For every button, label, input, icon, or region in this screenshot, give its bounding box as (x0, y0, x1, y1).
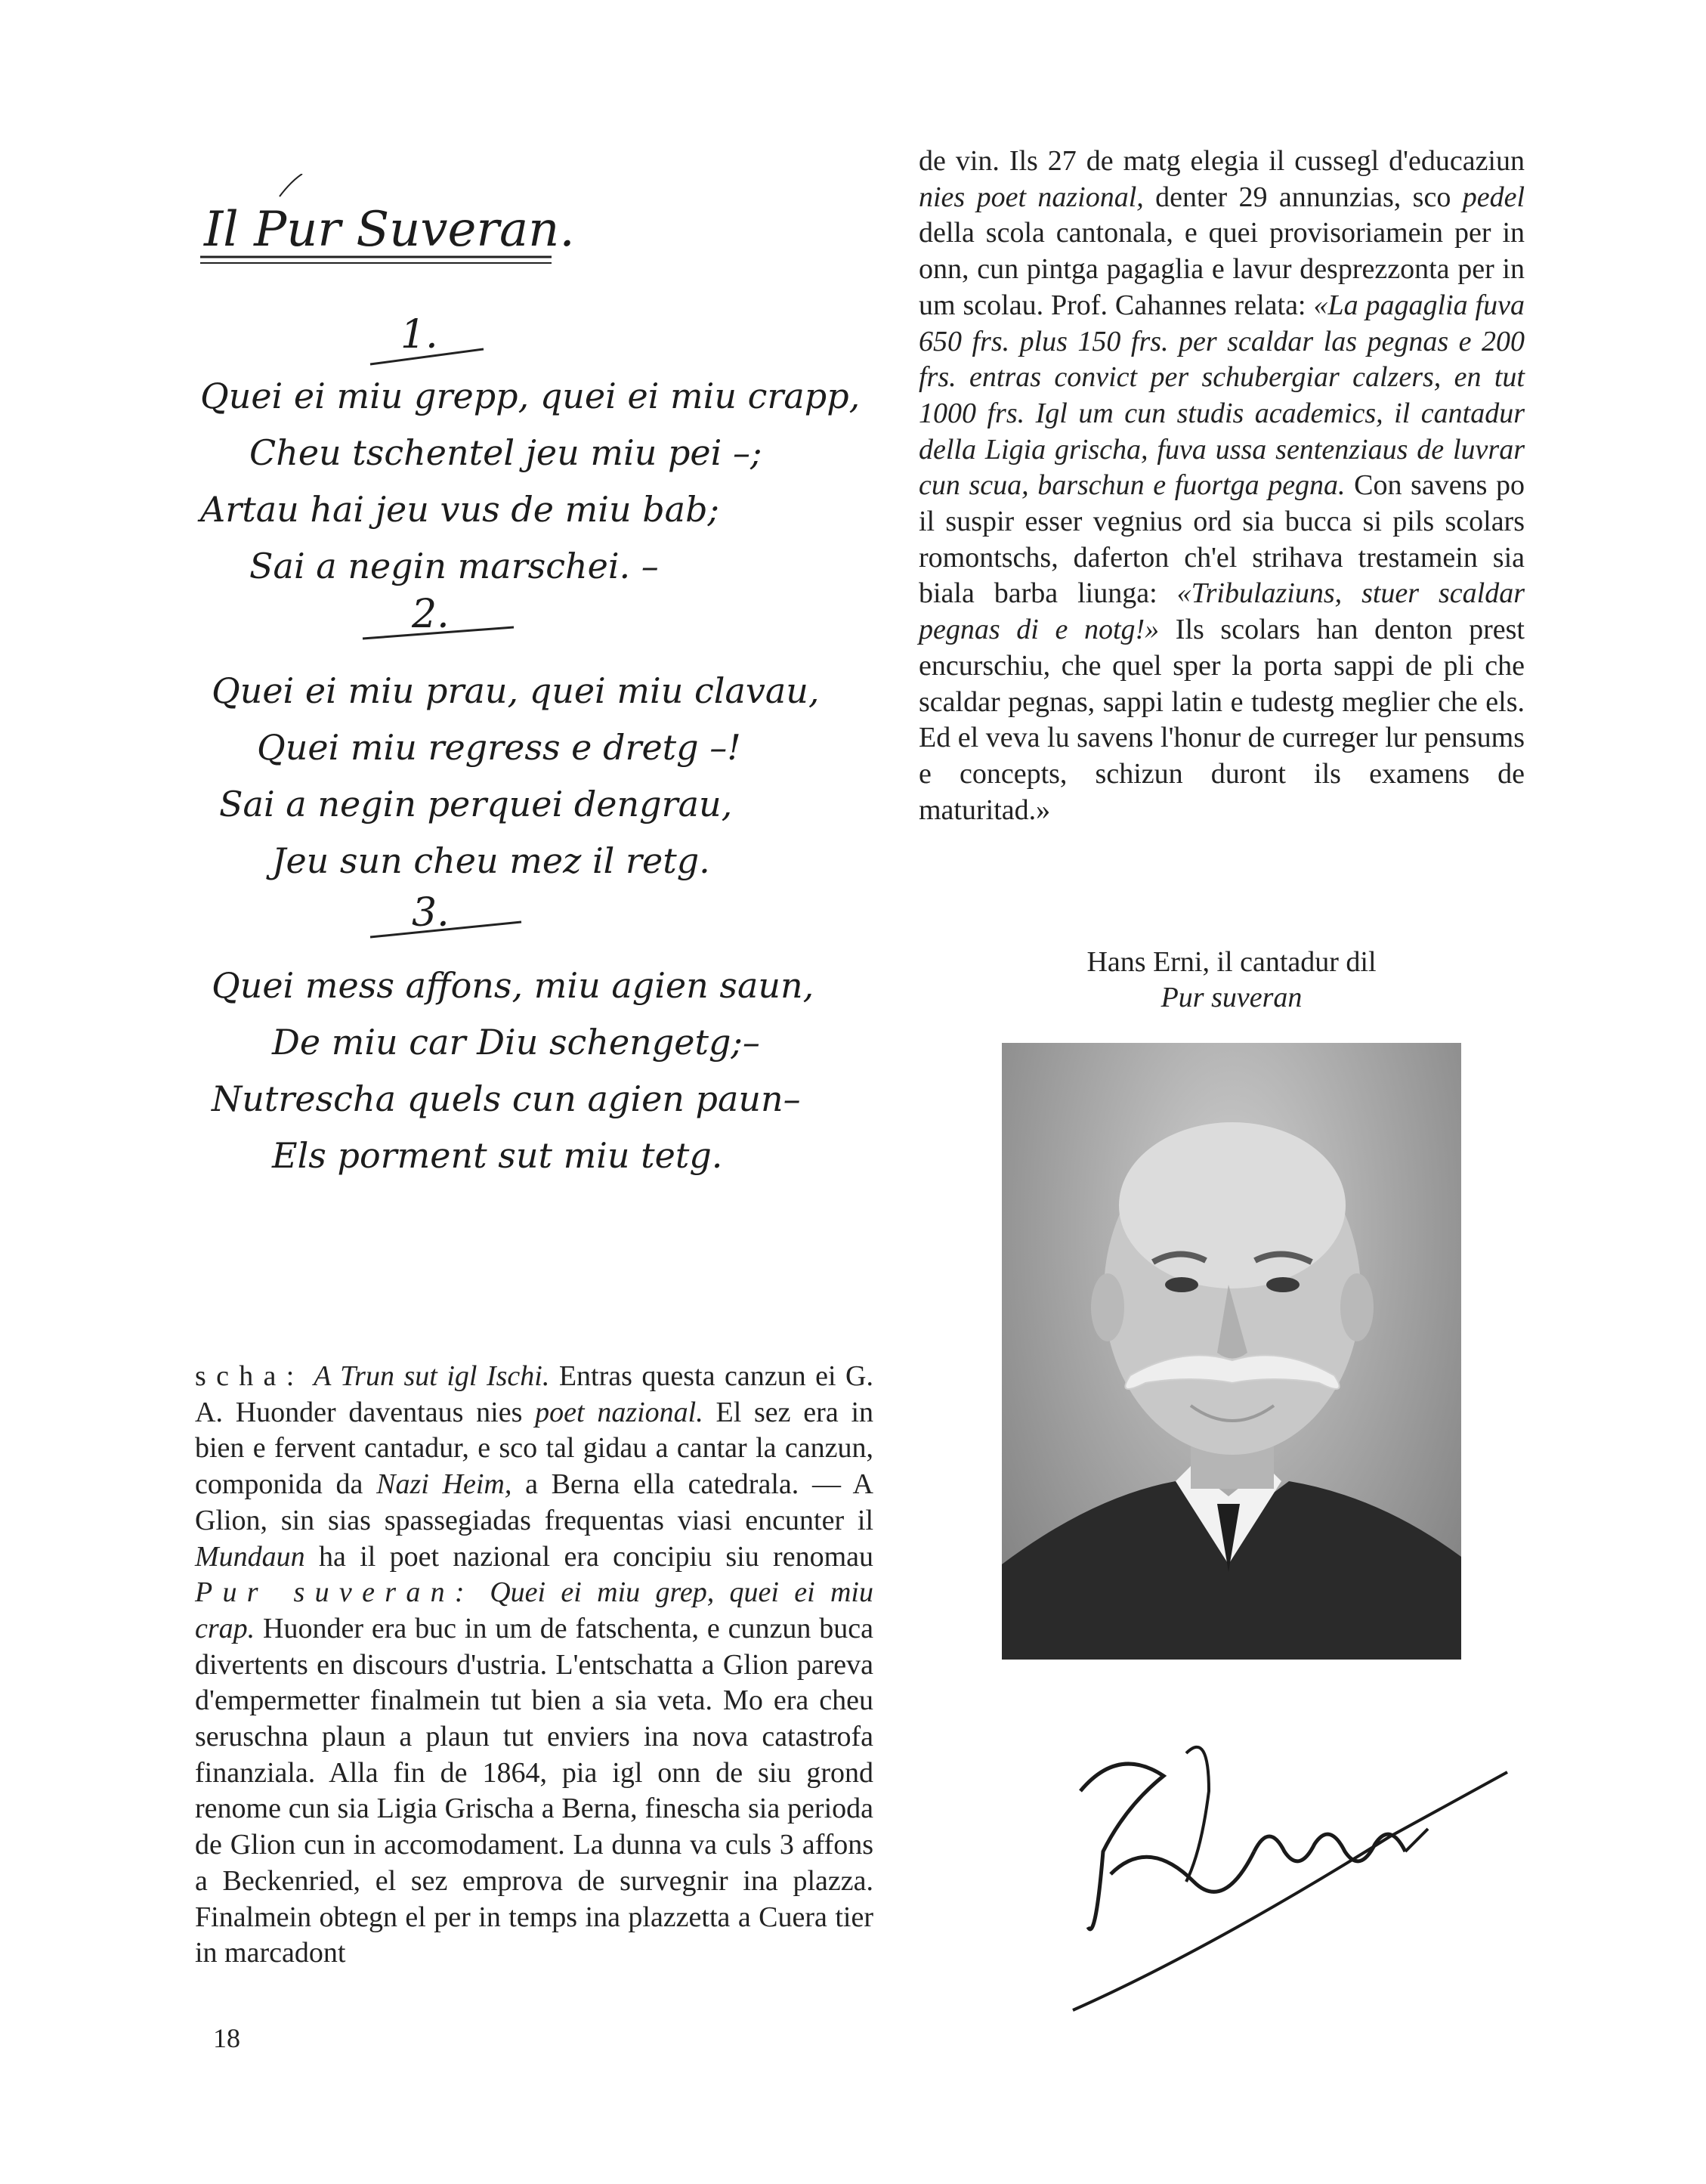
stanza-2-line-4: Jeu sun cheu mez il retg. (272, 840, 710, 881)
handwritten-manuscript (196, 174, 922, 1247)
stanza-number-2: 2. (412, 592, 450, 637)
stanza-1-line-2: Cheu tschentel jeu miu pei –; (249, 432, 762, 473)
stanza-2-line-1: Quei ei miu prau, quei miu clavau, (212, 670, 820, 711)
photo-caption (1005, 945, 1458, 1016)
left-column-text (195, 1359, 873, 1972)
manuscript-drawing (196, 174, 922, 1247)
manuscript-title: Il Pur Suveran. (204, 202, 575, 258)
signature-drawing (1058, 1700, 1511, 2018)
portrait-drawing (1002, 1043, 1461, 1660)
stanza-1-line-4: Sai a negin marschei. – (249, 546, 659, 586)
right-column-paragraph: de vin. Ils 27 de matg elegia il cussegl d'educaziun nies poet nazional, denter 29 annunzias, sco pedel della scola cantonala, e quei provisoriamein per in onn, cun pintga pagaglia e lavur desprezzonta per in um scolau. Prof. Cahannes relata: «La pagaglia fuva 650 frs. plus 150 frs. per scaldar las pegnas e 200 frs. entras convict per schubergiar calzers, en tut 1000 frs. Igl um cun studis academics, il cantadur della Ligia grischa, fuva ussa sentenziaus de luvrar cun scua, barschun e fuortga pegna. Con savens po il suspir esser vegnius ord sia bucca si pils scolars romontschs, daferton ch'el strihava trestamein sia biala barba liunga: «Tribulaziuns, stuer scaldar pegnas di e notg!» Ils scolars han denton prest encurschiu, che quel sper la porta sappi de pli che scaldar pegnas, sappi latin e tudestg meglier che els. Ed el veva lu savens l'honur de curreger lur pensums e concepts, schizun duront ils examens de maturitad.» (919, 145, 1525, 826)
stanza-2-line-3: Sai a negin perquei dengrau, (219, 784, 733, 824)
stanza-number-1: 1. (400, 312, 438, 357)
stanza-1-line-1: Quei ei miu grepp, quei ei miu crapp, (200, 376, 861, 416)
right-column-text (919, 144, 1525, 828)
left-column-paragraph: scha: A Trun sut igl Ischi. Entras questa canzun ei G. A. Huonder daventaus nies poet nazional. El sez era in bien e fervent cantadur, e sco tal gidau a cantar la canzun, componida da Nazi Heim, a Berna ella catedrala. — A Glion, sin sias spassegiadas frequentas viasi encunter il Mundaun ha il poet nazional era concipiu siu renomau Pur suveran: Quei ei miu grep, quei ei miu crap. Huonder era buc in um de fatschenta, e cunzun buca divertents en discours d'ustria. L'entschatta a Glion pareva d'empermetter finalmein tut bien a sia veta. Mo era cheu seruschna plaun a plaun tut enviers ina nova catastrofa finanziala. Alla fin de 1864, pia igl onn de siu grond renome cun sia Ligia Grischa a Berna, finescha sia perioda de Glion cun in accomodament. La dunna va culs 3 affons a Beckenried, el sez emprova de survegnir ina plazza. Finalmein obtegn el per in temps ina plazzetta a Cuera tier in marcadont (195, 1360, 874, 1969)
stanza-number-3: 3. (412, 890, 450, 936)
erni-signature (1058, 1700, 1511, 2018)
stanza-3-line-3: Nutrescha quels cun agien paun– (212, 1078, 801, 1119)
caption-line-2: Pur suveran (1161, 982, 1303, 1013)
stanza-2-line-2: Quei miu regress e dretg –! (257, 727, 741, 768)
stanza-3-line-1: Quei mess affons, miu agien saun, (212, 965, 814, 1006)
stanza-1-line-3: Artau hai jeu vus de miu bab; (200, 489, 720, 530)
page-number: 18 (213, 2023, 240, 2053)
caption-line-1: Hans Erni, il cantadur dil (1086, 946, 1377, 978)
stanza-3-line-2: De miu car Diu schengetg;– (272, 1022, 760, 1063)
portrait-photo (1002, 1043, 1461, 1660)
stanza-3-line-4: Els porment sut miu tetg. (272, 1135, 723, 1176)
